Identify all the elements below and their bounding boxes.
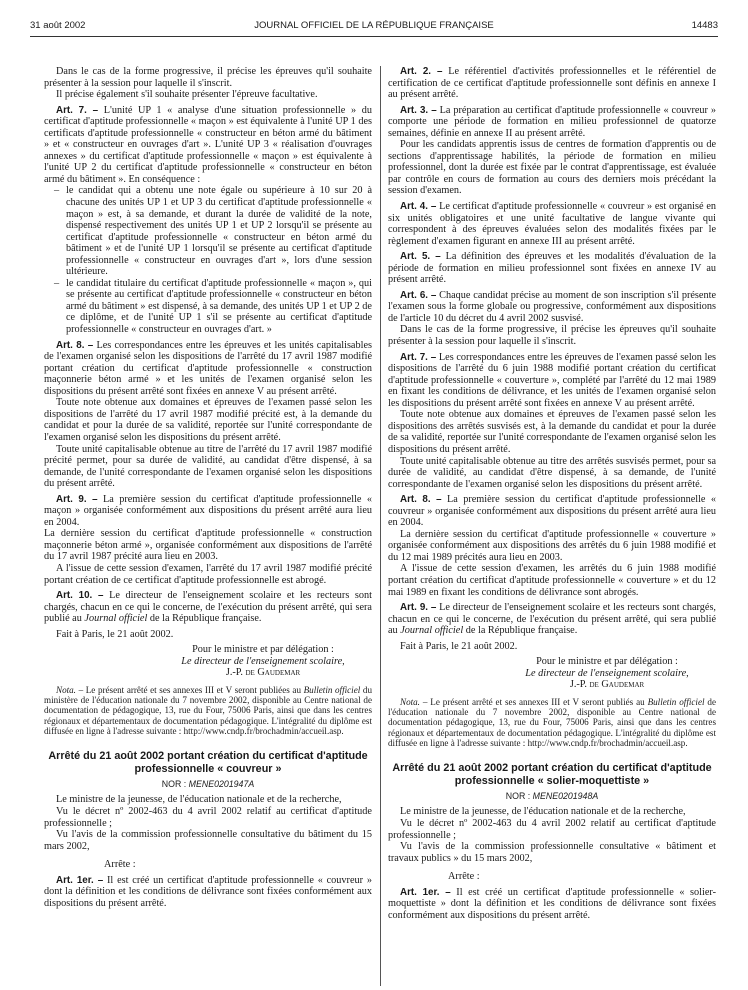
signature-place-date: Fait à Paris, le 21 août 2002. bbox=[400, 640, 518, 652]
article-label: Art. 6. – bbox=[400, 289, 437, 301]
paragraph: Vu le décret nº 2002-463 du 4 avril 2002 relatif au certificat d'aptitude professionnelle ; bbox=[388, 818, 716, 841]
paragraph: Vu l'avis de la commission professionnelle consultative « bâtiment et travaux publics » du 15 mars 2002, bbox=[388, 841, 716, 864]
nor-reference: NOR : MENE0201948A bbox=[505, 790, 599, 801]
article-6: Art. 6. – Chaque candidat précise au moment de son inscription s'il présente l'examen sous la forme globale ou progressive, conformément aux dispositions de l'article 10 du décret du 4 avril 2002 susvisé. bbox=[388, 289, 716, 324]
paragraph: Pour les candidats apprentis issus de centres de formation d'apprentis ou de sections d'apprentissage habilités, la période de formation en milieu professionnel, dont la durée est fixée par le contrat d'apprentissage, est évaluée par contrôle en cours de formation au cours des derniers mois précédant la session d'examen. bbox=[388, 139, 716, 197]
list-item: – le candidat titulaire du certificat d'aptitude professionnelle « maçon », qui se présente au certificat d'aptitude professionnelle « constructeur en béton armé du bâtiment » est dispensé, à sa demande, des unités UP 1 et UP 2 de ce diplôme, et de l'unité UP 1 s'il se présente au certificat d'aptitude professionnelle « constructeur en ouvrages d'art. » bbox=[66, 278, 372, 336]
article-label: Art. 2. – bbox=[400, 66, 443, 77]
article-9: Art. 9. – Le directeur de l'enseignement scolaire et les recteurs sont chargés, chacun en ce qui le concerne, de l'exécution du présent arrêté, qui sera publié au Journal officiel de la République française. bbox=[388, 602, 716, 637]
paragraph: Vu le décret nº 2002-463 du 4 avril 2002 relatif au certificat d'aptitude professionnelle ; bbox=[44, 806, 372, 829]
article-9: Art. 9. – La première session du certificat d'aptitude professionnelle « maçon » organisée conformément aux dispositions du présent arrêté aura lieu en 2004. bbox=[44, 493, 373, 528]
header-page-number: 14483 bbox=[691, 20, 718, 31]
signature-line: Pour le ministre et par délégation : bbox=[536, 656, 678, 668]
header-journal-title: JOURNAL OFFICIEL DE LA RÉPUBLIQUE FRANÇAISE bbox=[254, 20, 494, 31]
paragraph: Le ministre de la jeunesse, de l'éducation nationale et de la recherche, bbox=[56, 794, 342, 806]
article-7: Art. 7. – L'unité UP 1 « analyse d'une situation professionnelle » du certificat d'aptitude professionnelle « maçon » est équivalente à l'unité UP 1 des certificats d'aptitude professionnelle « constructeur en béton armé du bâtiment » et « constructeur en ouvrages d'art ». L'unité UP 3 « réalisation d'ouvrages annexes » du certificat d'aptitude professionnelle « maçon » est équivalente à l'unité UP 2 du certificat d'aptitude professionnelle « constructeur en béton armé du bâtiment ». En conséquence : bbox=[44, 104, 372, 185]
signature-title: Le directeur de l'enseignement scolaire, bbox=[181, 655, 345, 667]
article-label: Art. 5. – bbox=[400, 251, 441, 263]
header-date: 31 août 2002 bbox=[30, 20, 86, 31]
article-8: Art. 8. – Les correspondances entre les épreuves et les unités capitalisables de l'examen organisé selon les dispositions de l'arrêté du 17 avril 1987 modifié portant création du certificat d'aptitude professionnelle « construction maçonnerie béton armé » et les unités de l'examen organisé selon les dispositions du présent arrêté sont fixées en annexe V au présent arrêté. bbox=[44, 339, 372, 397]
decree-title: Arrêté du 21 août 2002 portant création du certificat d'aptitude professionnelle « couvreur » bbox=[48, 749, 368, 775]
paragraph: Toute note obtenue aux domaines et épreuves de l'examen passé selon les dispositions des arrêtés susvisés est, à la demande du candidat et pour la durée de sa validité, reportée sur l'unité correspondante de l'examen organisé selon les dispositions du présent arrêté. bbox=[388, 409, 716, 455]
article-label: Art. 8. – bbox=[56, 339, 94, 351]
paragraph: Dans le cas de la forme progressive, il précise les épreuves qu'il souhaite présenter à la session pour laquelle il s'inscrit. bbox=[44, 66, 372, 89]
article-5: Art. 5. – La définition des épreuves et les modalités d'évaluation de la période de formation en milieu professionnel sont fixées en annexe IV au présent arrêté. bbox=[388, 251, 716, 286]
article-7: Art. 7. – Les correspondances entre les épreuves de l'examen passé selon les dispositions de l'arrêté du 6 juin 1988 modifié portant création du certificat d'aptitude professionnelle « couverture », complété par l'arrêté du 12 mai 1989 en fixant les conditions de délivrance, et les unités de l'examen organisé selon les dispositions du présent arrêté sont fixées en annexe V au présent arrêté. bbox=[388, 351, 716, 409]
article-label: Art. 9. – bbox=[400, 602, 437, 614]
article-1: Art. 1er. – Il est créé un certificat d'aptitude professionnelle « solier-moquettiste » dont la définition et les conditions de délivrance sont fixées conformément aux dispositions du présent arrêté. bbox=[388, 886, 717, 921]
article-10: Art. 10. – Le directeur de l'enseignement scolaire et les recteurs sont chargés, chacun en ce qui le concerne, de l'exécution du présent arrêté, qui sera publié au Journal officiel de la République française. bbox=[44, 590, 372, 625]
article-label: Art. 9. – bbox=[56, 493, 98, 505]
decree-title: Arrêté du 21 août 2002 portant création du certificat d'aptitude professionnelle « solier-moquettiste » bbox=[392, 761, 712, 787]
article-3: Art. 3. – La préparation au certificat d'aptitude professionnelle « couvreur » comporte une période de formation en milieu professionnel de quatorze semaines, définie en annexe II au présent arrêté. bbox=[388, 104, 717, 139]
paragraph: Toute note obtenue aux domaines et épreuves de l'examen passé selon les dispositions de l'arrêté du 17 avril 1987 modifié précité est, à la demande du candidat et pour la durée de sa validité, reportée sur l'unité correspondante de l'examen organisé selon les dispositions du présent arrêté. bbox=[44, 397, 372, 443]
article-4: Art. 4. – Le certificat d'aptitude professionnelle « couvreur » est organisé en six unités obligatoires et une unité facultative de langue vivante qui correspondent à des épreuves évaluées selon des modalités fixées par le règlement d'examen figurant en annexe III au présent arrêté. bbox=[388, 201, 716, 247]
signature-title: Le directeur de l'enseignement scolaire, bbox=[525, 667, 689, 679]
article-8: Art. 8. – La première session du certificat d'aptitude professionnelle « couvreur » organisée conformément aux dispositions du présent arrêté aura lieu en 2004. bbox=[388, 494, 717, 529]
paragraph: Vu l'avis de la commission professionnelle consultative du bâtiment du 15 mars 2002, bbox=[44, 829, 372, 852]
nota: Nota. – Le présent arrêté et ses annexes III et V seront publiés au Bulletin officiel de l'éducation nationale du 7 novembre 2002, disponible au Centre national de documentation pédagogique, 13, rue du Four, 75006 Paris, ainsi que dans les centres régionaux et départementaux de documentation pédagogique. L'intégralité du diplôme est diffusée en ligne à l'adresse suivante : http://www.cndp.fr/brochadmin/accueil.asp. bbox=[388, 696, 716, 748]
header-rule bbox=[30, 36, 718, 37]
article-1: Art. 1er. – Il est créé un certificat d'aptitude professionnelle « couvreur » dont la définition et les conditions de délivrance sont fixées conformément aux dispositions du présent arrêté. bbox=[44, 874, 372, 909]
paragraph: Le ministre de la jeunesse, de l'éducation nationale et de la recherche, bbox=[400, 806, 686, 818]
paragraph: A l'issue de cette session d'examen, l'arrêté du 17 avril 1987 modifié précité portant création de ce certificat d'aptitude professionnelle est abrogé. bbox=[44, 562, 372, 586]
article-label: Art. 10. – bbox=[56, 590, 104, 602]
list-item: – le candidat qui a obtenu une note égale ou supérieure à 10 sur 20 à chacune des unités UP 1 et UP 3 du certificat d'aptitude professionnelle « maçon » est, à sa demande, et durant la durée de validité de la note, dispensé respectivement des unités UP 1 et UP 2 lorsqu'il se présente au certificat d'aptitude professionnelle « constructeur en béton armé du bâtiment » et de l'unité UP 1 lorsqu'il se présente au certificat d'aptitude professionnelle « constructeur en ouvrages d'art », lors d'une session ultérieure. bbox=[66, 185, 372, 277]
nota: Nota. – Le présent arrêté et ses annexes III et V seront publiées au Bulletin officiel du ministère de l'éducation nationale du 7 novembre 2002, disponible au Centre national de documentation de pédagogique, 13, rue du Four, 75006 Paris, ainsi que dans les centres régionaux et départementaux de documentation pédagogique. L'intégralité du diplôme est diffusée en ligne à l'adresse suivante : http://www.cndp.fr/brochadmin/accueil.asp. bbox=[44, 684, 372, 736]
article-label: Art. 7. – bbox=[400, 351, 437, 363]
signature-name: J.-P. de Gaudemar bbox=[569, 679, 645, 691]
paragraph: Toute unité capitalisable obtenue au titre de l'arrêté du 17 avril 1987 modifié précité permet, pour sa durée de validité, au candidat d'être dispensé, à sa demande, de l'unité correspondante de l'examen organisé selon les dispositions du présent arrêté. bbox=[44, 443, 372, 490]
article-label: Art. 7. – bbox=[56, 104, 99, 116]
signature-line: Pour le ministre et par délégation : bbox=[192, 644, 334, 656]
right-column bbox=[388, 66, 716, 921]
signature-place-date: Fait à Paris, le 21 août 2002. bbox=[56, 628, 174, 640]
article-label: Art. 4. – bbox=[400, 201, 437, 213]
article-7-list bbox=[44, 185, 372, 335]
column-divider bbox=[380, 66, 381, 986]
paragraph: Dans le cas de la forme progressive, il précise les épreuves qu'il souhaite présenter à la session pour laquelle il s'inscrit. bbox=[388, 324, 716, 348]
article-label: Art. 8. – bbox=[400, 494, 442, 506]
arrete-heading: Arrête : bbox=[448, 871, 480, 883]
paragraph: Toute unité capitalisable obtenue au titre des arrêtés susvisés permet, pour sa durée de validité, au candidat d'être dispensé, à sa demande, de l'unité correspondante de l'examen organisé selon les dispositions du présent arrêté. bbox=[388, 455, 716, 490]
arrete-heading: Arrête : bbox=[104, 859, 136, 871]
running-header bbox=[30, 20, 718, 34]
nor-reference: NOR : MENE0201947A bbox=[161, 778, 255, 789]
paragraph: La dernière session du certificat d'aptitude professionnelle « construction maçonnerie béton armé », organisée conformément aux dispositions de l'arrêté du 17 avril 1987 précité aura lieu en 2003. bbox=[44, 528, 372, 563]
signature-name: J.-P. de Gaudemar bbox=[225, 667, 301, 679]
paragraph: A l'issue de cette session d'examen, les arrêtés du 6 juin 1988 modifié portant création du certificat d'aptitude professionnelle « couverture » et du 12 mai 1989 en fixant les conditions de délivrance sont abrogés. bbox=[388, 563, 716, 598]
article-label: Art. 1er. – bbox=[56, 874, 104, 886]
article-label: Art. 3. – bbox=[400, 104, 437, 116]
article-2: Art. 2. – Le référentiel d'activités professionnelles et le référentiel de certification de ce certificat d'aptitude professionnelle sont définis en annexe I au présent arrêté. bbox=[388, 66, 716, 101]
article-label: Art. 1er. – bbox=[400, 886, 451, 898]
paragraph: Il précise également s'il souhaite présenter l'épreuve facultative. bbox=[56, 89, 318, 101]
left-column bbox=[44, 66, 372, 909]
paragraph: La dernière session du certificat d'aptitude professionnelle « couverture » organisée conformément aux dispositions des arrêtés du 6 juin 1988 modifié et du 12 mai 1989 précités aura lieu en 2003. bbox=[388, 528, 716, 563]
